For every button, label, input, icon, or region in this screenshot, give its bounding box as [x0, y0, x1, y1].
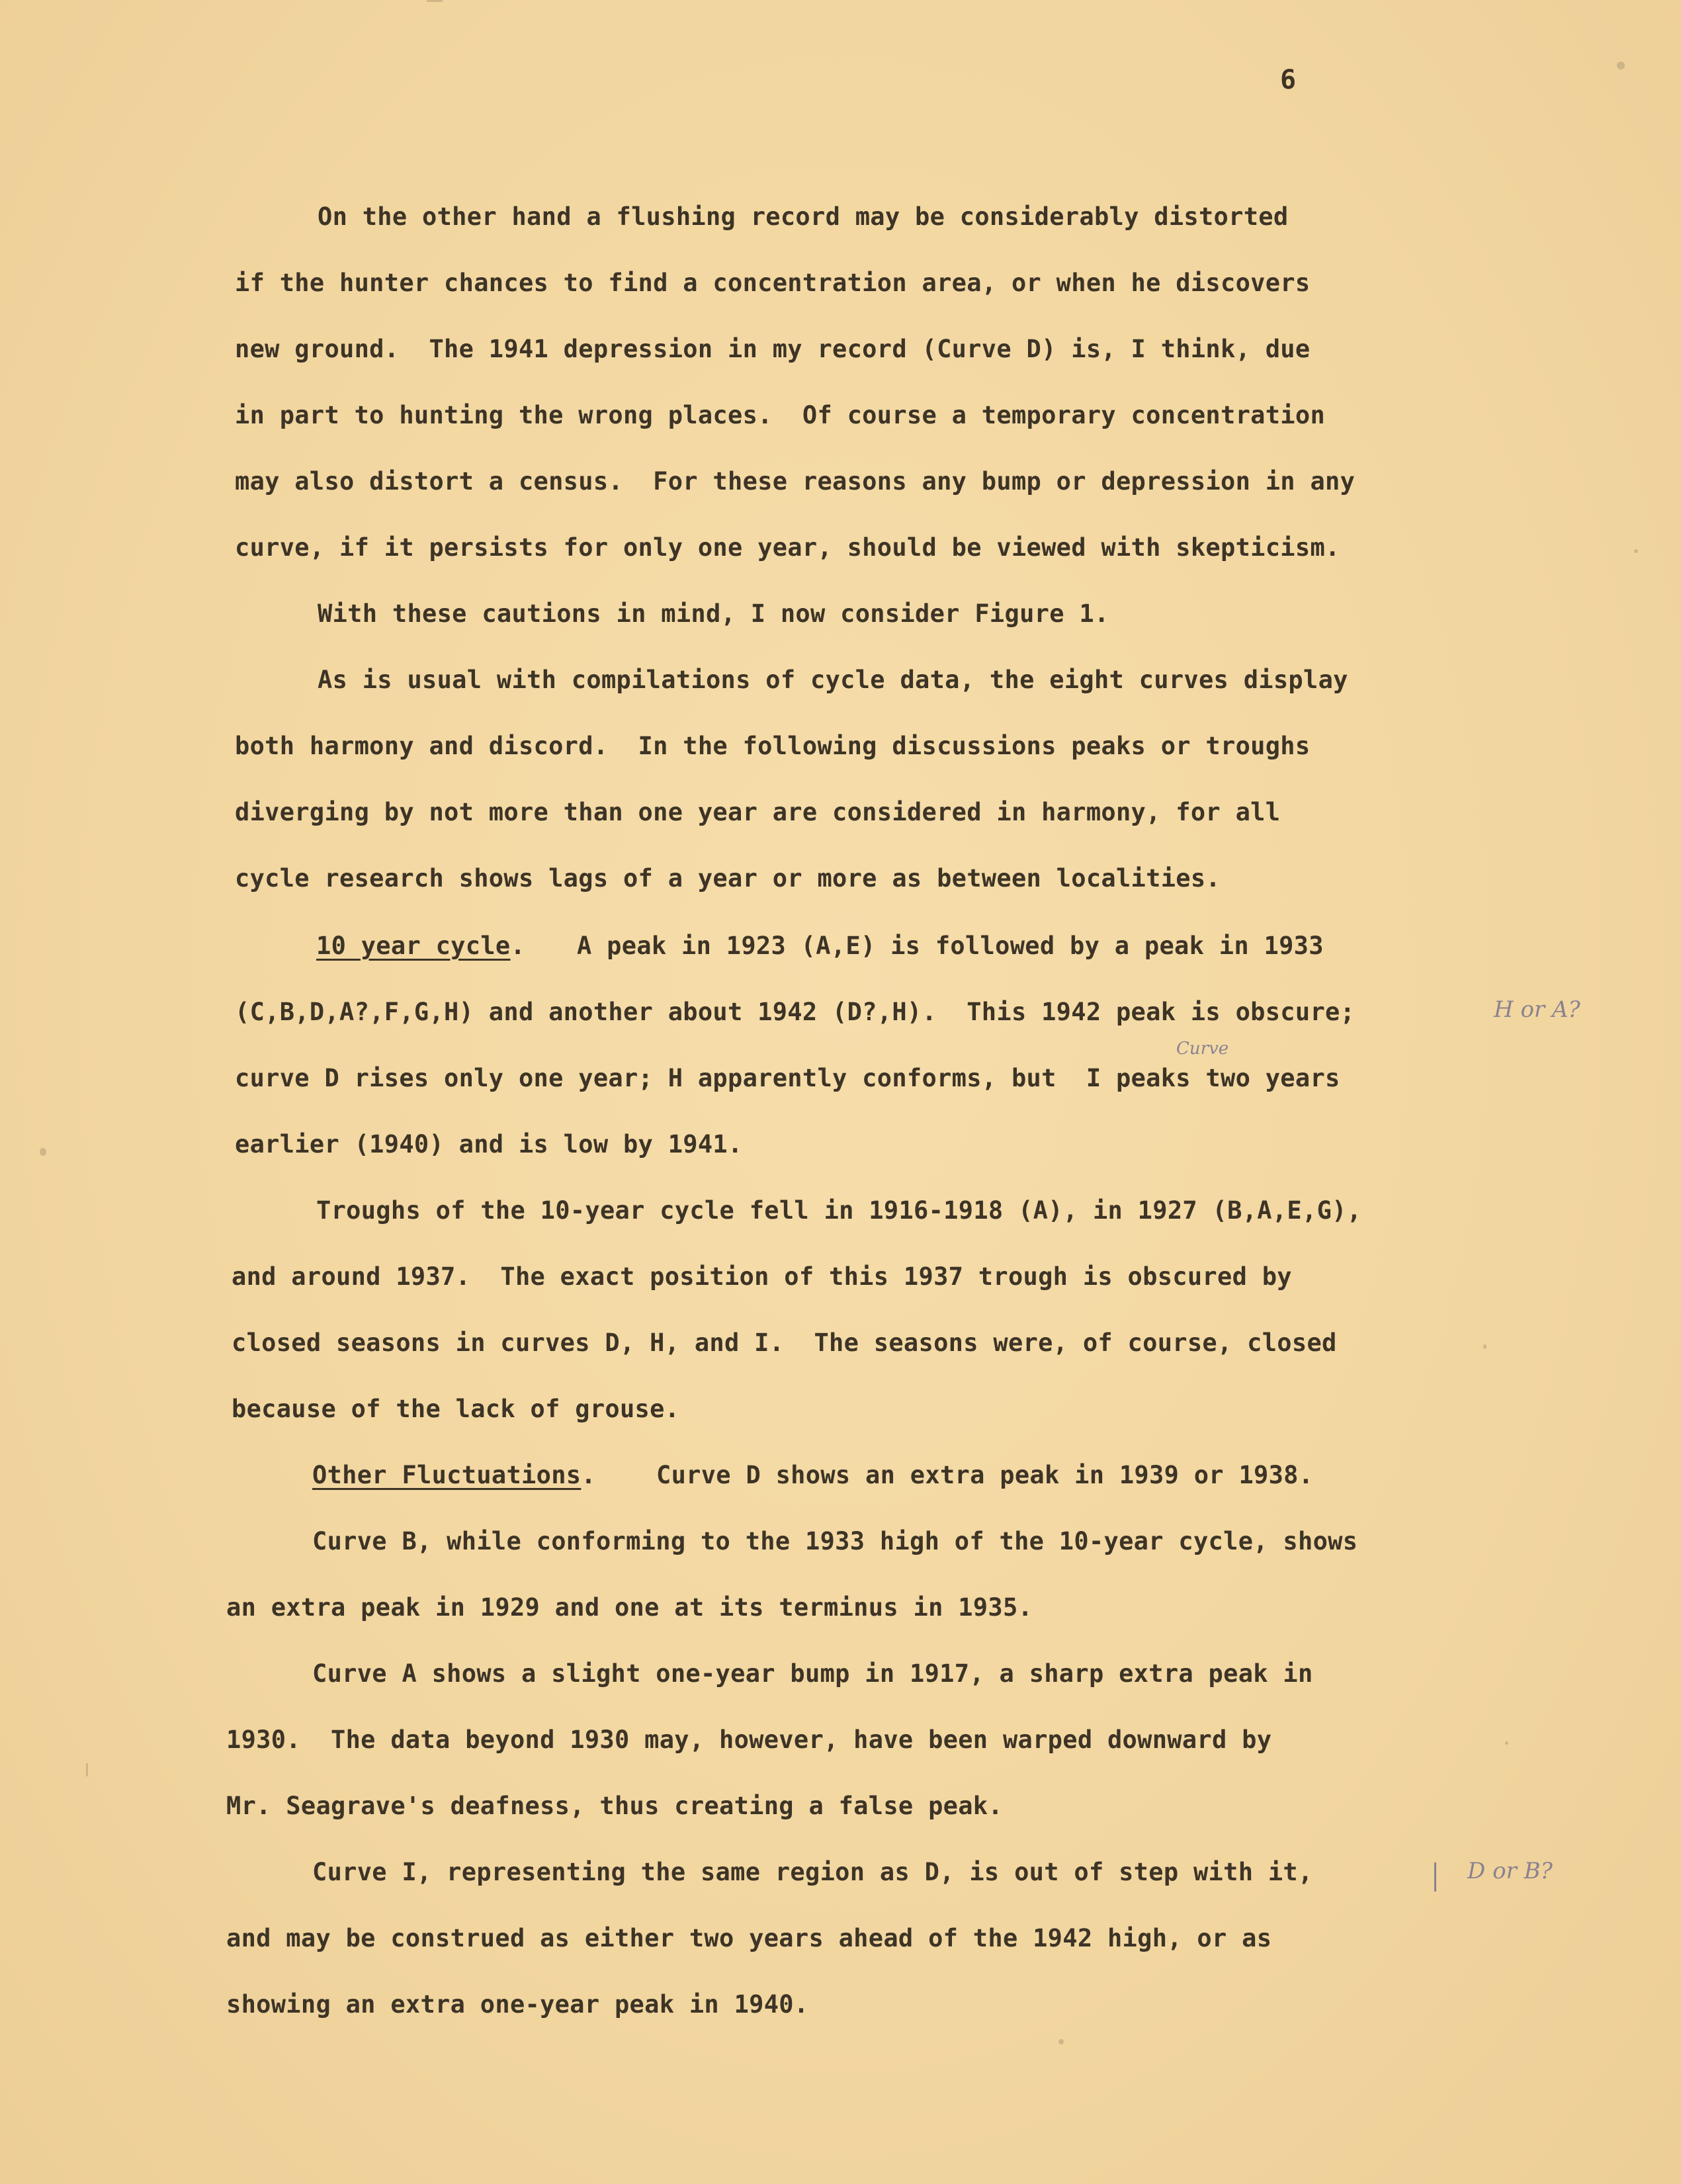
text-line: may also distort a census. For these reasons any bump or depression in any [235, 467, 1356, 496]
text-line: an extra peak in 1929 and one at its terminus in 1935. [226, 1593, 1033, 1622]
inserted-word-curve: Curve [1176, 1039, 1229, 1059]
text-line: new ground. The 1941 depression in my record (Curve D) is, I think, due [235, 335, 1311, 363]
text-line: closed seasons in curves D, H, and I. The seasons were, of course, closed [232, 1329, 1337, 1357]
margin-note-h-or-a: H or A? [1494, 996, 1580, 1023]
heading-text: 10 year cycle [316, 932, 511, 960]
text-line: curve D rises only one year; H apparently conforms, but I peaks two years [235, 1064, 1340, 1092]
text-line: curve, if it persists for only one year, should be viewed with skepticism. [235, 533, 1340, 562]
margin-note-d-or-b: D or B? [1467, 1858, 1553, 1884]
paper-speck [86, 1763, 88, 1776]
paper-speck [1505, 1741, 1508, 1745]
text-line: diverging by not more than one year are considered in harmony, for all [235, 798, 1281, 826]
text-line: Curve B, while conforming to the 1933 high of the 10-year cycle, shows [312, 1527, 1358, 1555]
text-line: both harmony and discord. In the following discussions peaks or troughs [235, 732, 1311, 760]
section-heading-ten-year [316, 932, 525, 960]
paper-speck [40, 1148, 46, 1156]
text-line: With these cautions in mind, I now consider Figure 1. [318, 599, 1109, 628]
text-line: showing an extra one-year peak in 1940. [226, 1990, 809, 2019]
text-line: 1930. The data beyond 1930 may, however, have been warped downward by [226, 1725, 1272, 1754]
text-line: Curve D shows an extra peak in 1939 or 1938. [656, 1461, 1314, 1489]
text-line: As is usual with compilations of cycle data, the eight curves display [318, 666, 1348, 694]
text-line: Mr. Seagrave's deafness, thus creating a false peak. [226, 1792, 1003, 1820]
paper-speck [1058, 2039, 1064, 2044]
heading-text: Other Fluctuations [312, 1461, 582, 1489]
paper-speck [1483, 1344, 1487, 1349]
heading-punct: . [510, 932, 526, 960]
page-number: 6 [1280, 65, 1297, 95]
margin-bar-mark [1434, 1862, 1436, 1892]
text-line: and may be construed as either two years ahead of the 1942 high, or as [226, 1924, 1272, 1952]
paper-speck [1634, 549, 1638, 553]
text-line: because of the lack of grouse. [232, 1395, 680, 1423]
text-line: cycle research shows lags of a year or more as between localities. [235, 864, 1221, 893]
text-line: A peak in 1923 (A,E) is followed by a peak in 1933 [577, 932, 1324, 960]
text-line: Curve A shows a slight one-year bump in 1917, a sharp extra peak in [312, 1659, 1313, 1688]
text-line: in part to hunting the wrong places. Of course a temporary concentration [235, 401, 1326, 429]
section-heading-other-fluctuations [312, 1461, 596, 1489]
text-line: On the other hand a flushing record may be considerably distorted [318, 202, 1289, 231]
text-line: earlier (1940) and is low by 1941. [235, 1130, 743, 1158]
heading-punct: . [581, 1461, 596, 1489]
text-line: (C,B,D,A?,F,G,H) and another about 1942 (D?,H). This 1942 peak is obscure; [235, 998, 1356, 1026]
text-line: Curve I, representing the same region as D, is out of step with it, [312, 1858, 1313, 1886]
paper-speck [427, 0, 443, 2]
text-line: if the hunter chances to find a concentration area, or when he discovers [235, 269, 1311, 297]
text-line: Troughs of the 10-year cycle fell in 1916-1918 (A), in 1927 (B,A,E,G), [316, 1196, 1362, 1225]
text-line: and around 1937. The exact position of this 1937 trough is obscured by [232, 1262, 1292, 1291]
paper-speck [1617, 62, 1625, 69]
